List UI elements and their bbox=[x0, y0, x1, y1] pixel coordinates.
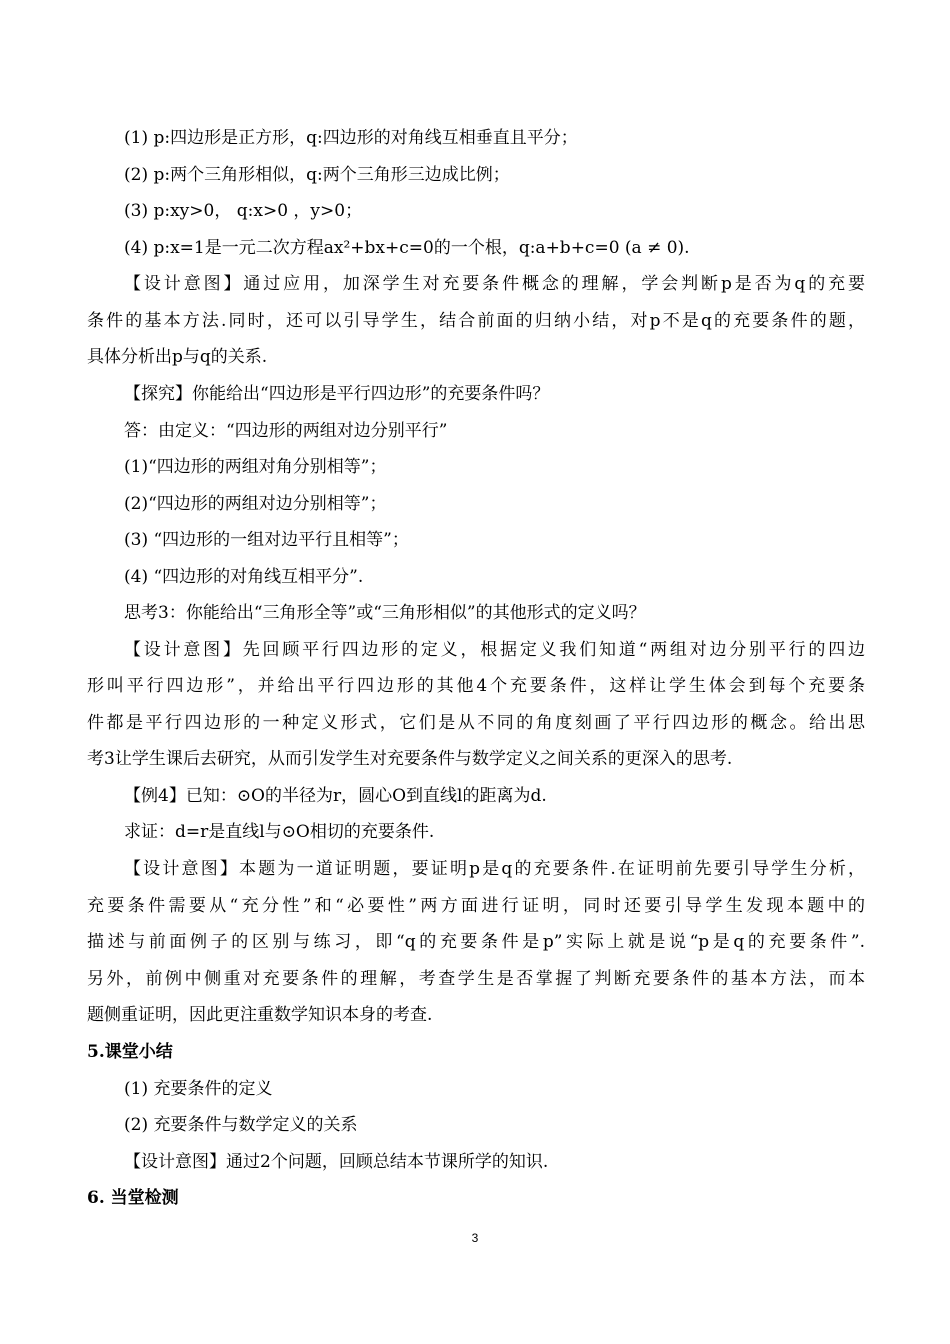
section-heading: 5.课堂小结 bbox=[87, 1042, 173, 1062]
text-line: (1)“四边形的两组对角分别相等”； bbox=[124, 457, 387, 477]
text-line: (2) p:两个三角形相似，q:两个三角形三边成比例； bbox=[124, 165, 510, 185]
text-line: 题侧重证明，因此更注重数学知识本身的考查. bbox=[87, 1005, 433, 1025]
text-line: 件都是平行四边形的一种定义形式，它们是从不同的角度刻画了平行四边形的概念。给出思 bbox=[87, 713, 865, 733]
text-line: 形叫平行四边形”，并给出平行四边形的其他4个充要条件，这样让学生体会到每个充要条 bbox=[87, 676, 865, 696]
text-line: 考3让学生课后去研究，从而引发学生对充要条件与数学定义之间关系的更深入的思考. bbox=[87, 749, 733, 769]
text-line: 【设计意图】先回顾平行四边形的定义，根据定义我们知道“两组对边分别平行的四边 bbox=[124, 640, 865, 660]
text-line: 描述与前面例子的区别与练习，即“q的充要条件是p”实际上就是说“p是q的充要条件”. bbox=[87, 932, 865, 952]
text-line: 另外，前例中侧重对充要条件的理解，考查学生是否掌握了判断充要条件的基本方法，而本 bbox=[87, 969, 865, 989]
text-line: 【设计意图】本题为一道证明题，要证明p是q的充要条件.在证明前先要引导学生分析， bbox=[124, 859, 865, 879]
text-line: 具体分析出p与q的关系. bbox=[87, 347, 268, 367]
page-number: 3 bbox=[471, 1231, 479, 1245]
text-line: (2) 充要条件与数学定义的关系 bbox=[124, 1115, 358, 1135]
text-line: (3) p:xy>0， q:x>0 ，y>0； bbox=[124, 201, 363, 221]
text-line: (4) p:x=1是一元二次方程ax²+bx+c=0的一个根，q:a+b+c=0 (a ≠ 0). bbox=[124, 238, 690, 258]
text-line: (1) 充要条件的定义 bbox=[124, 1079, 273, 1099]
text-line: 充要条件需要从“充分性”和“必要性”两方面进行证明，同时还要引导学生发现本题中的 bbox=[87, 896, 865, 916]
text-line: (2)“四边形的两组对边分别相等”； bbox=[124, 494, 387, 514]
text-line: 求证：d=r是直线l与⊙O相切的充要条件. bbox=[124, 822, 435, 842]
text-line: 答：由定义：“四边形的两组对边分别平行” bbox=[124, 421, 448, 441]
section-heading: 6. 当堂检测 bbox=[87, 1188, 179, 1208]
text-line: 条件的基本方法.同时，还可以引导学生，结合前面的归纳小结，对p不是q的充要条件的题， bbox=[87, 311, 865, 331]
text-line: 思考3：你能给出“三角形全等”或“三角形相似”的其他形式的定义吗？ bbox=[124, 603, 646, 623]
text-line: 【设计意图】通过应用，加深学生对充要条件概念的理解，学会判断p是否为q的充要 bbox=[124, 274, 865, 294]
text-line: 【探究】你能给出“四边形是平行四边形”的充要条件吗？ bbox=[124, 384, 550, 404]
text-line: 【设计意图】通过2个问题，回顾总结本节课所学的知识. bbox=[124, 1152, 549, 1172]
text-line: 【例4】已知：⊙O的半径为r，圆心O到直线l的距离为d. bbox=[124, 786, 547, 806]
text-line: (3) “四边形的一组对边平行且相等”； bbox=[124, 530, 409, 550]
text-line: (1) p:四边形是正方形，q:四边形的对角线互相垂直且平分； bbox=[124, 128, 578, 148]
text-line: (4) “四边形的对角线互相平分”. bbox=[124, 567, 364, 587]
